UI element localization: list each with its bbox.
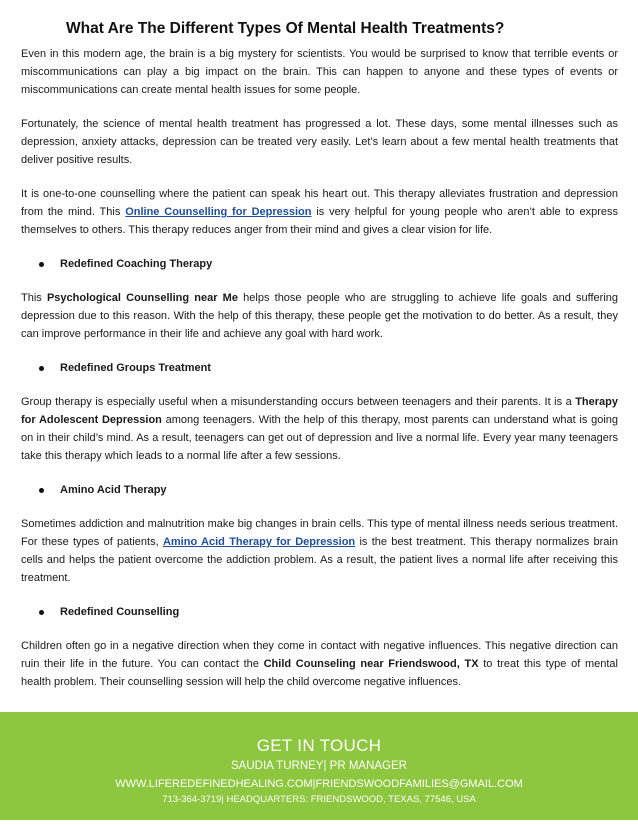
bullet-item: Redefined Coaching Therapy — [39, 255, 618, 273]
bullet-item: Redefined Counselling — [39, 603, 618, 621]
contact-footer — [0, 712, 638, 820]
bullet-dot-icon — [39, 262, 44, 267]
paragraph-amino: Sometimes addiction and malnutrition make big changes in brain cells. This type of mental illness needs serious treatment. For these types of patients, Amino Acid Therapy for Depression is the best treatment. This therapy normalizes brain cells and helps the patient overcome the addiction problem. As a result, the patient lives a normal life after receiving this treatment. — [21, 518, 618, 584]
paragraph-intro: Even in this modern age, the brain is a big mystery for scientists. You would be surprised to know that terrible events or miscommunications can play a big impact on the brain. This can happen to anyone and these types of events or miscommunications can create mental health issues for some people. — [21, 48, 618, 96]
footer-website-email: WWW.LIFEREDEFINEDHEALING.COM|FRIENDSWOODFAMILIES@GMAIL.COM — [115, 778, 523, 790]
page-bottom-margin — [0, 820, 638, 826]
page-title: What Are The Different Types Of Mental Health Treatments? — [66, 20, 505, 37]
article-body — [21, 45, 618, 707]
paragraph-coaching: This Psychological Counselling near Me helps those people who are struggling to achieve life goals and suffering depression due to this reason. With the help of this therapy, these people get the motivation to do better. As a result, they can improve performance in their life and achieve any goal with hard work. — [21, 292, 618, 340]
paragraph-children: Children often go in a negative direction when they come in contact with negative influences. This negative direction can ruin their life in the future. You can contact the Child Counseling near Friendswood, TX to treat this type of mental health problem. Their counselling session will help the child overcome negative influences. — [21, 640, 618, 688]
bullet-item: Redefined Groups Treatment — [39, 359, 618, 377]
amino-acid-therapy-link[interactable]: Amino Acid Therapy for Depression — [162, 536, 356, 548]
footer-headquarters: 713-364-3719| HEADQUARTERS: FRIENDSWOOD, TEXAS, 77546, USA — [162, 794, 476, 805]
footer-heading: GET IN TOUCH — [256, 736, 382, 755]
bullet-dot-icon — [39, 366, 44, 371]
bullet-dot-icon — [39, 610, 44, 615]
online-counselling-link[interactable]: Online Counselling for Depression — [125, 206, 312, 218]
paragraph-progress: Fortunately, the science of mental health treatment has progressed a lot. These days, some mental illnesses such as depression, anxiety attacks, depression can be treated very easily. Let’s learn about a few mental health treatments that deliver positive results. — [21, 118, 618, 166]
footer-manager: SAUDIA TURNEY| PR MANAGER — [231, 760, 407, 772]
paragraph-groups: Group therapy is especially useful when a misunderstanding occurs between teenagers and their parents. It is a Therapy for Adolescent Depression among teenagers. With the help of this therapy, most parents can understand what is going on in their child’s mind. As a result, teenagers can get out of depression and live a normal life. Every year many teenagers take this therapy which leads to a normal life after a few sessions. — [21, 396, 618, 462]
bullet-dot-icon — [39, 488, 44, 493]
bullet-item: Amino Acid Therapy — [39, 481, 618, 499]
paragraph-counselling: It is one-to-one counselling where the patient can speak his heart out. This therapy alleviates frustration and depression from the mind. This Online Counselling for Depression is very helpful for young people who aren’t able to express themselves to others. This therapy reduces anger from their mind and gives a clear vision for life. — [21, 188, 619, 236]
